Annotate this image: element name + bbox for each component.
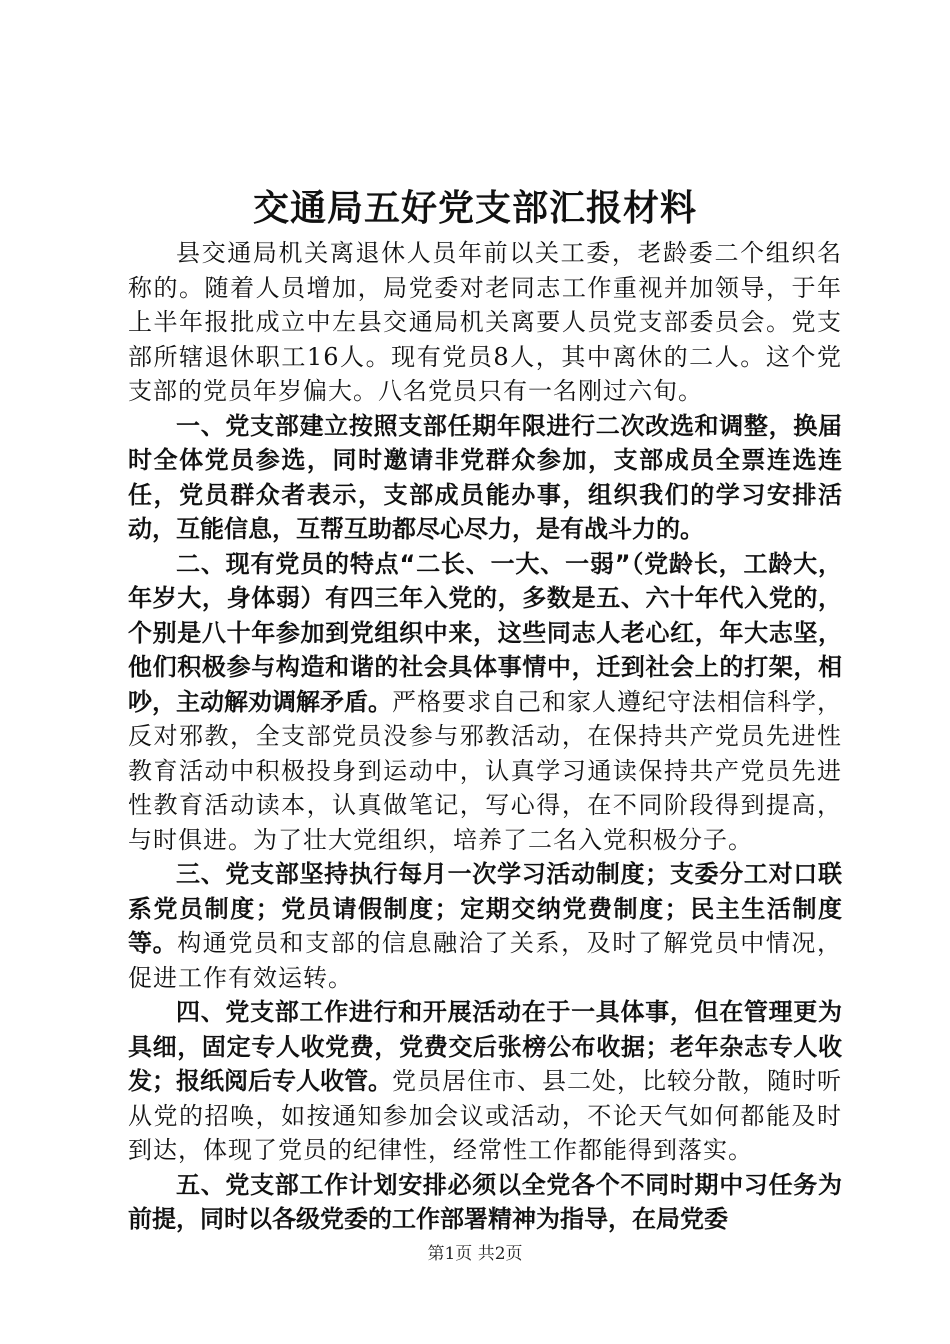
paragraph-section-1 — [128, 409, 842, 547]
document-title: 交通局五好党支部汇报材料 — [252, 187, 697, 229]
paragraph-text: 县交通局机关离退休人员年前以关工委，老龄委二个组织名称的。随着人员增加，局党委对老同志工作重视并加领导，于年上半年报批成立中左县交通局机关离要人员党支部委员会。党支部所辖退休职工16人。现有党员8人，其中离休的二人。这个党支部的党员年岁偏大。八名党员只有一名刚过六旬。 — [128, 239, 842, 405]
paragraph-lead: 四、党支部工作进行和开展活动在于一具体事，但在管理更为具细，固定专人收党费，党费交后张榜公布收据；老年杂志专人收发；报纸阅后专人收管。 — [128, 998, 842, 1095]
paragraph-text: 党员居住市、县二处，比较分散，随时听从党的招唤，如按通知参加会议或活动，不论天气如何都能及时到达，体现了党员的纪律性，经常性工作都能得到落实。 — [128, 1067, 842, 1164]
paragraph-text: 严格要求自己和家人遵纪守法相信科学，反对邪教，全支部党员没参与邪教活动，在保持共产党员先进性教育活动中积极投身到运动中，认真学习通读保持共产党员先进性教育活动读本，认真做笔记，写心得，在不同阶段得到提高，与时俱进。为了壮大党组织，培养了二名入党积极分子。 — [128, 687, 842, 854]
document-body — [128, 236, 842, 1237]
paragraph-intro — [128, 236, 842, 409]
paragraph-section-4 — [128, 995, 842, 1168]
page-number-footer: 第1页 共2页 — [427, 1244, 523, 1264]
paragraph-section-3 — [128, 857, 842, 995]
paragraph-lead: 五、党支部工作计划安排必须以全党各个不同时期中习任务为前提，同时以各级党委的工作部署精神为指导，在局党委 — [128, 1170, 842, 1233]
paragraph-section-2 — [128, 547, 842, 858]
paragraph-text: 构通党员和支部的信息融洽了关系，及时了解党员中情况，促进工作有效运转。 — [128, 929, 843, 992]
paragraph-lead: 二、现有党员的特点“二长、一大、一弱”（党龄长，工龄大，年岁大，身体弱）有四三年入党的，多数是五、六十年代入党的，个别是八十年参加到党组织中来，这些同志人老心红，年大志坚，他们积极参与构造和谐的社会具体事情中，迁到社会上的打架，相吵，主动解劝调解矛盾。 — [128, 549, 842, 716]
paragraph-lead: 一、党支部建立按照支部任期年限进行二次改选和调整，换届时全体党员参选，同时邀请非党群众参加，支部成员全票连选连任，党员群众者表示，支部成员能办事，组织我们的学习安排活动，互能信息，互帮互助都尽心尽力，是有战斗力的。 — [128, 411, 842, 543]
paragraph-lead: 三、党支部坚持执行每月一次学习活动制度；支委分工对口联系党员制度；党员请假制度；定期交纳党费制度；民主生活制度等。 — [128, 860, 842, 957]
paragraph-section-5 — [128, 1168, 842, 1237]
